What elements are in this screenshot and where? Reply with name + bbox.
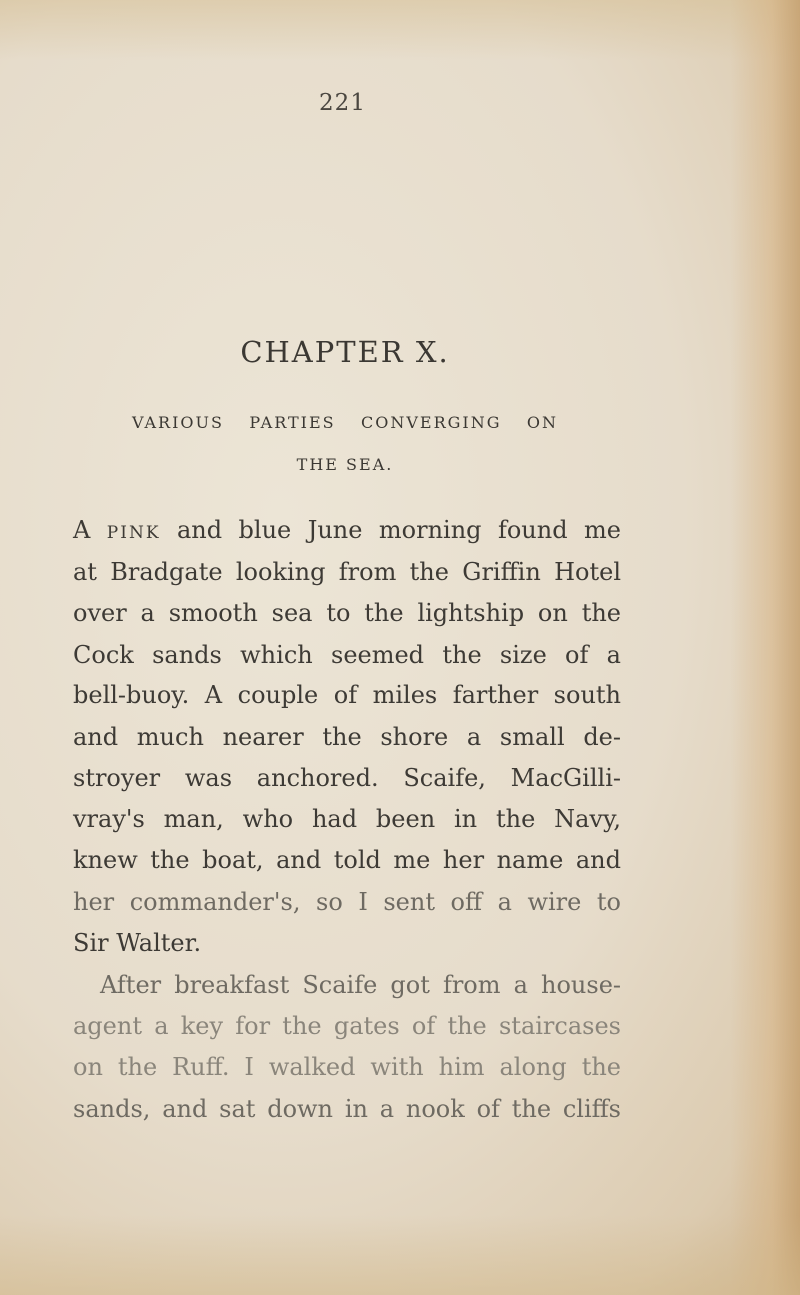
text-line-4: Cock sands which seemed the size of a <box>73 641 621 669</box>
text-line-9: knew the boat, and told me her name and <box>73 846 621 874</box>
text-line-8: vray's man, who had been in the Navy, <box>73 805 621 833</box>
page-edge-bottom <box>0 1215 800 1295</box>
page-edge-right <box>730 0 800 1295</box>
text-line-7: stroyer was anchored. Scaife, MacGilli- <box>73 764 621 792</box>
page-edge-top <box>0 0 800 60</box>
chapter-title: CHAPTER X. <box>240 335 450 369</box>
text-line-13: agent a key for the gates of the staircases <box>73 1012 621 1040</box>
page-number: 221 <box>319 90 366 116</box>
text-line-11: Sir Walter. <box>73 929 202 957</box>
opening-smallcaps: PINK <box>106 523 161 543</box>
text-line-12: After breakfast Scaife got from a house- <box>100 971 621 999</box>
text-line-14: on the Ruff. I walked with him along the <box>73 1053 621 1081</box>
line-1-text: and blue June morning found me <box>160 516 621 544</box>
text-line-5: bell-buoy. A couple of miles farther south <box>73 681 621 709</box>
text-line-2: at Bradgate looking from the Griffin Hotel <box>73 558 621 586</box>
text-line-15: sands, and sat down in a nook of the cliffs <box>73 1095 621 1123</box>
opening-word: A <box>73 516 91 544</box>
text-line-6: and much nearer the shore a small de- <box>73 723 621 751</box>
chapter-subtitle-line-2: THE SEA. <box>296 455 394 474</box>
text-line-10: her commander's, so I sent off a wire to <box>73 888 621 916</box>
text-line-1 <box>73 515 621 548</box>
text-line-3: over a smooth sea to the lightship on the <box>73 599 621 627</box>
chapter-subtitle-line-1: VARIOUS PARTIES CONVERGING ON <box>132 413 558 432</box>
